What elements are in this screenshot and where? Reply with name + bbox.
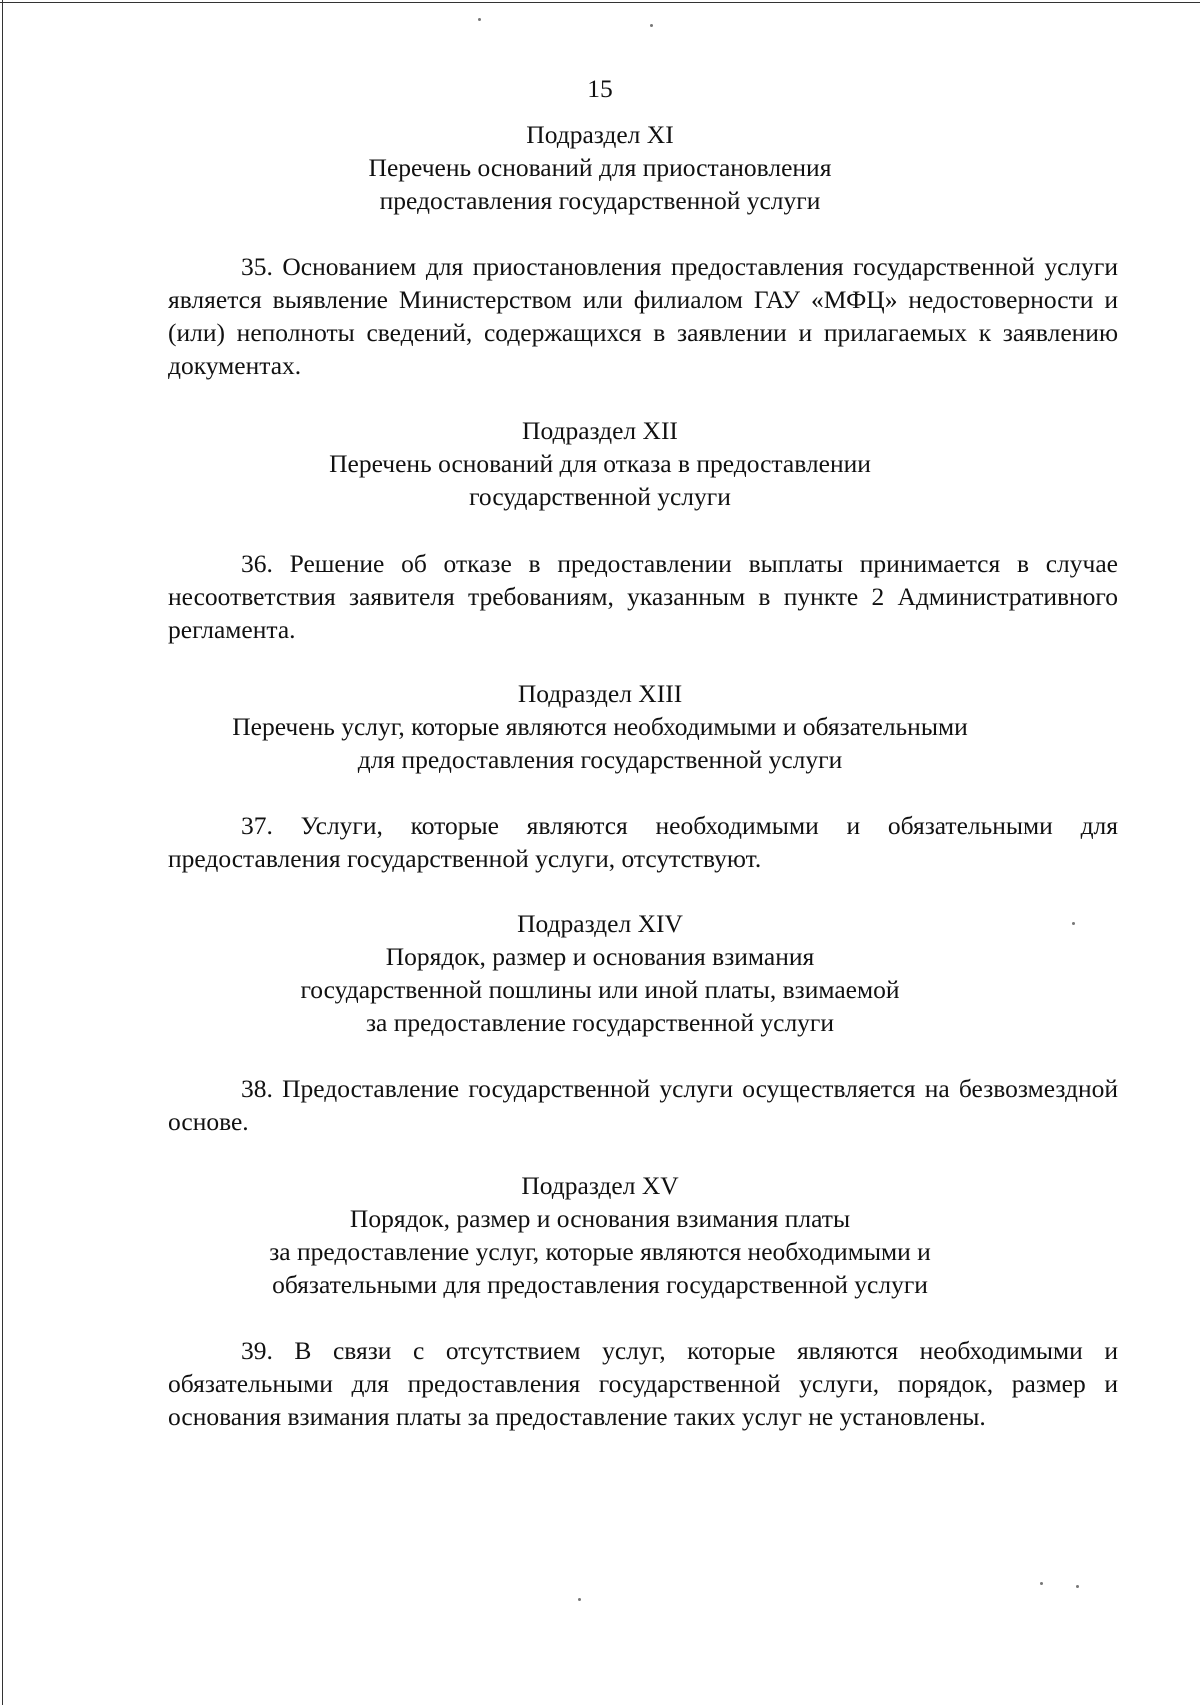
subsection-heading-xiii <box>0 677 1200 776</box>
subsection-label: Подраздел XII <box>522 416 678 445</box>
subsection-heading-xi <box>0 118 1200 217</box>
subsection-heading-xiv <box>0 907 1200 1039</box>
subsection-title-line: обязательными для предоставления государственной услуги <box>272 1270 928 1299</box>
scan-top-edge <box>0 2 1200 3</box>
scan-speck <box>1076 1585 1079 1588</box>
scan-speck <box>1072 922 1075 925</box>
subsection-label: Подраздел XV <box>521 1171 679 1200</box>
page-number: 15 <box>587 74 613 103</box>
paragraph-38: 38. Предоставление государственной услуги осуществляется на безвозмездной основе. <box>168 1074 1118 1136</box>
subsection-title-line: государственной пошлины или иной платы, взимаемой <box>300 975 900 1004</box>
scan-speck <box>478 18 481 21</box>
paragraph-39: 39. В связи с отсутствием услуг, которые являются необходимыми и обязательными для предоставления государственной услуги, порядок, размер и основания взимания платы за предоставление таких услуг не установлены. <box>168 1336 1118 1431</box>
scan-speck <box>650 24 653 27</box>
subsection-title-line: за предоставление услуг, которые являются необходимыми и <box>269 1237 931 1266</box>
subsection-title-line: Перечень услуг, которые являются необходимыми и обязательными <box>232 712 968 741</box>
subsection-title-line: Порядок, размер и основания взимания <box>385 942 815 971</box>
subsection-label: Подраздел XI <box>526 120 674 149</box>
scan-speck <box>578 1598 581 1601</box>
paragraph-36: 36. Решение об отказе в предоставлении выплаты принимается в случае несоответствия заявителя требованиям, указанным в пункте 2 Административного регламента. <box>168 549 1118 644</box>
subsection-title-line: Перечень оснований для отказа в предоставлении <box>329 449 871 478</box>
scan-speck <box>1040 1582 1043 1585</box>
subsection-title-line: за предоставление государственной услуги <box>365 1008 835 1037</box>
subsection-title-line: Перечень оснований для приостановления <box>368 153 832 182</box>
subsection-title-line: предоставления государственной услуги <box>379 186 821 215</box>
subsection-label: Подраздел XIV <box>517 909 683 938</box>
subsection-label: Подраздел XIII <box>517 679 683 708</box>
subsection-heading-xii <box>0 414 1200 513</box>
subsection-title-line: государственной услуги <box>469 482 731 511</box>
scan-left-edge <box>2 0 3 1705</box>
paragraph-37: 37. Услуги, которые являются необходимыми и обязательными для предоставления государственной услуги, отсутствуют. <box>168 811 1118 873</box>
subsection-heading-xv <box>0 1169 1200 1301</box>
subsection-title-line: для предоставления государственной услуги <box>357 745 843 774</box>
paragraph-35: 35. Основанием для приостановления предоставления государственной услуги является выявление Министерством или филиалом ГАУ «МФЦ» недостоверности и (или) неполноты сведений, содержащихся в заявлении и прилагаемых к заявлению документах. <box>168 252 1118 380</box>
subsection-title-line: Порядок, размер и основания взимания платы <box>349 1204 851 1233</box>
